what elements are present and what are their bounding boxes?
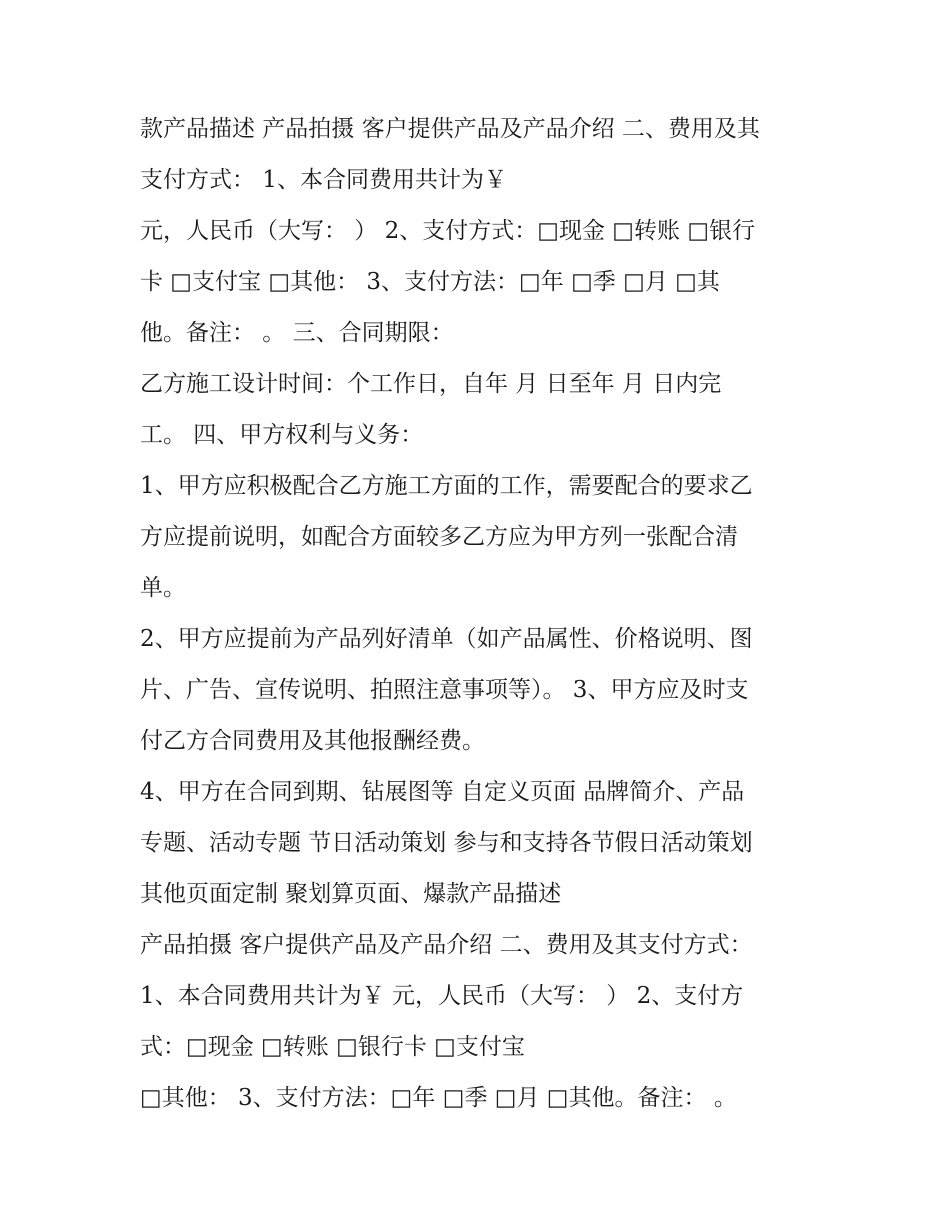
text-line-1: 款产品描述 产品拍摄 客户提供产品及产品介绍 二、费用及其 — [140, 116, 760, 142]
text-line-16: 其他页面定制 聚划算页面、爆款产品描述 — [140, 881, 562, 907]
text-line-11: 2、甲方应提前为产品列好清单（如产品属性、价格说明、图 — [140, 626, 753, 652]
text-line-5: 他。备注： 。 三、合同期限： — [140, 320, 454, 346]
text-line-18: 1、本合同费用共计为￥ 元，人民币（大写： ） 2、支付方 — [140, 983, 744, 1009]
text-line-10: 单。 — [140, 575, 186, 601]
text-line-8: 1、甲方应积极配合乙方施工方面的工作，需要配合的要求乙 — [140, 473, 753, 499]
text-line-9: 方应提前说明，如配合方面较多乙方应为甲方列一张配合清 — [140, 524, 738, 550]
text-line-19: 式：□现金 □转账 □银行卡 □支付宝 — [140, 1034, 525, 1060]
text-line-7: 工。 四、甲方权利与义务： — [140, 422, 424, 448]
text-line-17: 产品拍摄 客户提供产品及产品介绍 二、费用及其支付方式： — [140, 932, 753, 958]
text-line-3: 元，人民币（大写： ） 2、支付方式：□现金 □转账 □银行 — [140, 218, 756, 244]
text-line-15: 专题、活动专题 节日活动策划 参与和支持各节假日活动策划 — [140, 830, 753, 856]
text-line-13: 付乙方合同费用及其他报酬经费。 — [140, 728, 485, 754]
text-line-14: 4、甲方在合同到期、钻展图等 自定义页面 品牌简介、产品 — [140, 779, 745, 805]
text-line-2: 支付方式： 1、本合同费用共计为￥ — [140, 167, 507, 193]
text-line-12: 片、广告、宣传说明、拍照注意事项等）。 3、甲方应及时支 — [140, 677, 749, 703]
text-line-4: 卡 □支付宝 □其他： 3、支付方法：□年 □季 □月 □其 — [140, 269, 720, 295]
text-line-20: □其他： 3、支付方法：□年 □季 □月 □其他。备注： 。 — [140, 1085, 737, 1111]
text-line-6: 乙方施工设计时间：个工作日，自年 月 日至年 月 日内完 — [140, 371, 722, 397]
